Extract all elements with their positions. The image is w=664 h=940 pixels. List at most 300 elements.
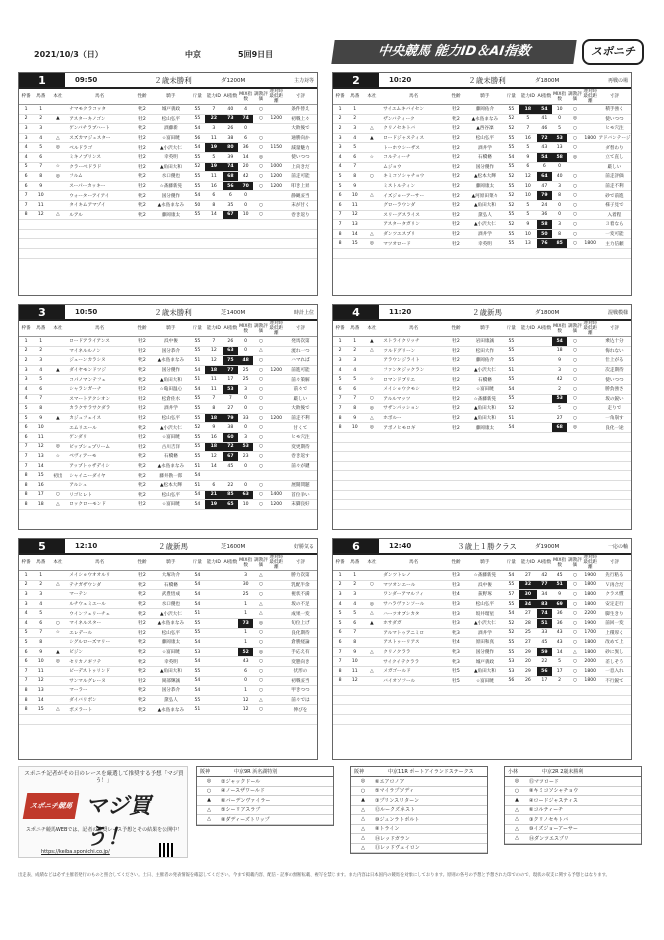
cell: 6: [537, 162, 552, 172]
cell: 手応え有: [284, 647, 317, 657]
cell: ウインフェリーチェ: [67, 609, 132, 619]
table-row[interactable]: [333, 114, 631, 124]
cell: 54: [504, 571, 519, 581]
cell: 8: [205, 200, 223, 210]
table-row[interactable]: [19, 346, 317, 356]
cell: [537, 365, 552, 375]
cell: ◎: [253, 647, 268, 657]
table-row[interactable]: [333, 220, 631, 230]
table-row[interactable]: [333, 181, 631, 191]
cell: △: [362, 229, 381, 239]
table-row[interactable]: [19, 105, 317, 115]
cell: [583, 143, 598, 153]
column-header: 本社: [362, 321, 381, 337]
cell: ◎: [253, 152, 268, 162]
column-header: 枠番: [19, 555, 33, 571]
cell: 69: [552, 599, 567, 609]
table-row[interactable]: [333, 638, 631, 648]
cell: ○: [253, 500, 268, 510]
cell: 1800: [583, 638, 598, 648]
table-row[interactable]: [19, 375, 317, 385]
maji-kau-ad[interactable]: [18, 766, 188, 858]
table-row[interactable]: [333, 618, 631, 628]
cell: 牝3: [446, 657, 466, 667]
table-row[interactable]: [333, 229, 631, 239]
cell: 48: [238, 356, 253, 366]
cell: [205, 571, 223, 581]
cell: ▲角田大和: [152, 375, 190, 385]
cell: 牡2: [446, 404, 466, 414]
cell: 3: [552, 181, 567, 191]
table-row[interactable]: [19, 480, 317, 490]
cell: [519, 404, 537, 414]
cell: ▲角田大和: [152, 666, 190, 676]
column-header: 騎手: [152, 555, 190, 571]
cell: 牡2: [446, 220, 466, 230]
cell: アラウンジライト: [381, 356, 446, 366]
table-row[interactable]: [19, 638, 317, 648]
race-panel-1: [18, 72, 318, 296]
cell: 4: [19, 618, 33, 628]
table-row[interactable]: [19, 191, 317, 201]
table-row[interactable]: [333, 337, 631, 347]
cell: ダ替わり: [598, 143, 631, 153]
cell: シャイニーダイヤ: [67, 471, 132, 481]
column-header: 騎手: [466, 321, 504, 337]
table-row[interactable]: [19, 590, 317, 600]
cell: [583, 124, 598, 134]
cell: [583, 375, 598, 385]
cell: △: [48, 580, 67, 590]
table-row[interactable]: [19, 442, 317, 452]
table-row[interactable]: [333, 191, 631, 201]
cell: [519, 337, 537, 347]
cell: 砂に異し: [598, 647, 631, 657]
cell: 10: [519, 191, 537, 201]
pick-mark: ○: [360, 787, 366, 794]
cell: 55: [190, 172, 205, 182]
cell: マツオンエール: [381, 580, 446, 590]
table-row[interactable]: [333, 105, 631, 115]
table-row[interactable]: [19, 384, 317, 394]
cell: [223, 580, 238, 590]
pick-horse: ⑧ダディーズトリップ: [221, 816, 270, 823]
cell: 5: [33, 143, 48, 153]
race-panel-4: [332, 304, 632, 530]
cell: 12: [347, 676, 362, 686]
empty-row: [333, 705, 631, 715]
table-row[interactable]: [19, 365, 317, 375]
cell: ○: [253, 356, 268, 366]
cell: 牝2: [132, 638, 152, 648]
cell: 42: [537, 571, 552, 581]
cell: 52: [190, 162, 205, 172]
cell: イズジョーアーサー: [381, 191, 446, 201]
table-row[interactable]: [19, 695, 317, 705]
table-row[interactable]: [19, 432, 317, 442]
table-row[interactable]: [333, 571, 631, 581]
cell: 次走期待: [598, 365, 631, 375]
cell: 積手強く: [598, 105, 631, 115]
table-row[interactable]: [19, 500, 317, 510]
cell: [48, 200, 67, 210]
column-header: 枠番: [333, 321, 347, 337]
race-name: ２歳未勝利: [154, 307, 192, 317]
ad-url-link[interactable]: https://keiba.sponichi.co.jp/: [41, 849, 110, 855]
column-header: 寸評: [284, 555, 317, 571]
column-header: 本社: [48, 89, 67, 105]
cell: 松山弘平: [152, 114, 190, 124]
table-row[interactable]: [19, 210, 317, 220]
cell: [583, 337, 598, 347]
cell: 10: [33, 423, 48, 433]
pick-horse: ⑤シーリアスラブ: [221, 807, 261, 814]
column-header: MIX指数: [552, 321, 567, 337]
cell: 55: [504, 337, 519, 347]
cell: 4: [333, 599, 347, 609]
cell: 10: [347, 191, 362, 201]
table-row[interactable]: [333, 647, 631, 657]
cell: 12: [33, 210, 48, 220]
cell: 牡2: [446, 239, 466, 249]
table-row[interactable]: [19, 200, 317, 210]
cell: [205, 705, 223, 715]
pick-horse: ⑤マイラプソディ: [375, 788, 414, 795]
cell: 2: [333, 346, 347, 356]
cell: 85: [552, 239, 567, 249]
cell: ファンタジックラン: [381, 365, 446, 375]
pick-mark: △: [361, 825, 365, 832]
cell: 3: [19, 590, 33, 600]
cell: [269, 432, 284, 442]
table-row[interactable]: [19, 666, 317, 676]
column-header: 連対時最低距離: [269, 321, 284, 336]
column-header: 馬番: [33, 555, 48, 571]
cell: 11: [205, 384, 223, 394]
cell: 38: [223, 133, 238, 143]
pick-row: [505, 806, 641, 816]
table-row[interactable]: [19, 423, 317, 433]
cell: 1: [33, 105, 48, 115]
table-row[interactable]: [19, 114, 317, 124]
table-row[interactable]: [19, 133, 317, 143]
cell: ▲小沢大仁: [152, 423, 190, 433]
column-header: 馬番: [347, 89, 362, 105]
race-comment: 一応の軸: [607, 543, 628, 550]
table-row[interactable]: [333, 124, 631, 134]
table-row[interactable]: [333, 676, 631, 686]
table-row[interactable]: [333, 346, 631, 356]
cell: 54: [190, 580, 205, 590]
maji-kau-logo: マジ買う！: [85, 793, 152, 850]
qr-code-icon[interactable]: [159, 843, 173, 857]
table-row[interactable]: [19, 571, 317, 581]
cell: ３着なら: [598, 220, 631, 230]
cell: 15: [33, 471, 48, 481]
cell: 牡2: [132, 500, 152, 510]
cell: 3: [19, 375, 33, 385]
table-row[interactable]: [333, 152, 631, 162]
cell: 14: [33, 461, 48, 471]
cell: [223, 686, 238, 696]
cell: 7: [19, 666, 33, 676]
table-row[interactable]: [19, 162, 317, 172]
table-row[interactable]: [333, 580, 631, 590]
cell: 7: [333, 394, 347, 404]
cell: 松山弘平: [466, 599, 504, 609]
table-row[interactable]: [333, 162, 631, 172]
pick-box-1: [196, 766, 334, 826]
cell: [583, 200, 598, 210]
cell: 5: [519, 143, 537, 153]
column-header: 馬番: [33, 321, 48, 337]
cell: ◎: [48, 442, 67, 452]
table-row[interactable]: [19, 676, 317, 686]
cell: 主力信頼: [598, 239, 631, 249]
cell: 松倉佐水: [152, 394, 190, 404]
cell: 8: [33, 404, 48, 414]
table-row[interactable]: [19, 657, 317, 667]
table-row[interactable]: [333, 356, 631, 366]
cell: 36: [552, 609, 567, 619]
table-row[interactable]: [333, 375, 631, 385]
table-row[interactable]: [333, 394, 631, 404]
pick-row: [351, 834, 487, 844]
column-header: 能力ID: [205, 321, 223, 337]
cell: 7: [347, 162, 362, 172]
cell: [48, 181, 67, 191]
cell: 73: [238, 618, 253, 628]
cell: [269, 394, 284, 404]
cell: 6: [238, 133, 253, 143]
cell: ▲: [362, 618, 381, 628]
cell: ☆亀田温心: [152, 384, 190, 394]
cell: 4: [238, 105, 253, 115]
table-row[interactable]: [19, 461, 317, 471]
table-row[interactable]: [19, 394, 317, 404]
cell: ▲河原田菜々: [466, 191, 504, 201]
cell: ウォーターアイアイ: [67, 191, 132, 201]
cell: 牡2: [446, 394, 466, 404]
cell: マツオロード: [381, 239, 446, 249]
table-row[interactable]: [19, 124, 317, 134]
cell: [362, 105, 381, 115]
table-row[interactable]: [333, 143, 631, 153]
table-row[interactable]: [333, 133, 631, 143]
cell: [537, 384, 552, 394]
table-row[interactable]: [333, 404, 631, 414]
table-row[interactable]: [19, 337, 317, 347]
cell: 6: [333, 200, 347, 210]
cell: ○: [567, 172, 582, 182]
race-distance: ダ1800M: [535, 310, 560, 316]
table-row[interactable]: [19, 143, 317, 153]
table-row[interactable]: [19, 686, 317, 696]
cell: 成果一変: [284, 609, 317, 619]
cell: 6: [347, 152, 362, 162]
column-header: AI指数: [223, 555, 238, 571]
table-row[interactable]: [333, 384, 631, 394]
cell: [48, 571, 67, 581]
cell: 55: [504, 239, 519, 249]
cell: ルアル: [67, 210, 132, 220]
cell: [223, 705, 238, 715]
cell: 38: [223, 423, 238, 433]
cell: ダンツトレノ: [381, 571, 446, 581]
empty-row: [333, 248, 631, 258]
table-row[interactable]: [333, 590, 631, 600]
table-row[interactable]: [333, 599, 631, 609]
cell: ◎: [48, 143, 67, 153]
column-header: 斤量: [190, 321, 205, 337]
cell: ○: [253, 172, 268, 182]
pick-row: [197, 777, 333, 787]
table-row[interactable]: [333, 628, 631, 638]
cell: 6: [205, 480, 223, 490]
table-row[interactable]: [19, 181, 317, 191]
cell: [205, 580, 223, 590]
table-row[interactable]: [19, 490, 317, 500]
cell: ミストルティン: [381, 181, 446, 191]
cell: ○: [567, 571, 582, 581]
table-row[interactable]: [333, 423, 631, 433]
cell: 黛弘人: [466, 210, 504, 220]
cell: 72: [223, 442, 238, 452]
table-row[interactable]: [333, 239, 631, 249]
race-number: 4: [333, 305, 379, 319]
table-row[interactable]: [333, 657, 631, 667]
pick-row: [505, 796, 641, 806]
table-row[interactable]: [19, 172, 317, 182]
table-row[interactable]: [333, 210, 631, 220]
table-row[interactable]: [333, 172, 631, 182]
cell: ☆: [48, 628, 67, 638]
table-row[interactable]: [333, 413, 631, 423]
cell: 7: [19, 442, 33, 452]
cell: [269, 452, 284, 462]
cell: 酒井学: [466, 229, 504, 239]
cell: 50: [190, 200, 205, 210]
table-row[interactable]: [19, 647, 317, 657]
table-row[interactable]: [333, 365, 631, 375]
cell: 5: [205, 152, 223, 162]
cell: 12: [238, 695, 253, 705]
column-header: 性齢: [132, 321, 152, 337]
cell: 10: [33, 191, 48, 201]
race-panel-2: [332, 72, 632, 296]
cell: 5: [333, 375, 347, 385]
cell: ◎: [567, 152, 582, 162]
cell: 51: [190, 461, 205, 471]
cell: 牡2: [132, 133, 152, 143]
cell: 叩き上昇: [284, 181, 317, 191]
table-row[interactable]: [19, 356, 317, 366]
cell: 8: [205, 404, 223, 414]
table-row[interactable]: [19, 609, 317, 619]
cell: 大塚功介: [152, 571, 190, 581]
footnote: 出走表、成績などは必ず主催者発行のものと照合してください。土日、主催者の発表情報を確認してください。今まで掲載内容、配信・記事の無断転載、複写を禁じます。また内容は日本国内の競馬を対象にしております。原則の各号の予想と予想された印でのので、現状の収支に関する予想とはなります。: [18, 873, 610, 878]
cell: 46: [537, 124, 552, 134]
table-row[interactable]: [19, 404, 317, 414]
cell: [269, 480, 284, 490]
cell: 74: [223, 162, 238, 172]
cell: 10: [238, 500, 253, 510]
cell: 14: [238, 152, 253, 162]
cell: ◎: [48, 657, 67, 667]
pick-row: [505, 815, 641, 825]
cell: 55: [190, 210, 205, 220]
cell: 10: [347, 423, 362, 433]
cell: 54: [190, 571, 205, 581]
table-row[interactable]: [19, 618, 317, 628]
cell: 9: [205, 423, 223, 433]
table-row[interactable]: [333, 609, 631, 619]
cell: △: [253, 599, 268, 609]
pick-row: [505, 825, 641, 835]
cell: 52: [504, 172, 519, 182]
race-distance: ダ1900M: [535, 544, 560, 550]
cell: 55: [190, 394, 205, 404]
cell: 73: [223, 114, 238, 124]
table-row[interactable]: [19, 152, 317, 162]
cell: 牡2: [132, 571, 152, 581]
cell: ☆斎藤新晃: [466, 394, 504, 404]
table-row[interactable]: [19, 580, 317, 590]
cell: 22: [223, 480, 238, 490]
cell: [205, 618, 223, 628]
cell: 5: [347, 143, 362, 153]
table-row[interactable]: [333, 666, 631, 676]
cell: 1900: [583, 618, 598, 628]
cell: [205, 666, 223, 676]
cell: 4: [19, 394, 33, 404]
cell: 使いつつ: [598, 114, 631, 124]
pick-row: [351, 806, 487, 816]
table-row[interactable]: [19, 705, 317, 715]
cell: 変更期待: [284, 442, 317, 452]
race-comment: 好勝気る: [293, 543, 314, 550]
cell: 7: [333, 220, 347, 230]
cell: 55: [190, 628, 205, 638]
cell: △: [48, 133, 67, 143]
cell: 54: [190, 500, 205, 510]
table-row[interactable]: [19, 452, 317, 462]
table-row[interactable]: [19, 628, 317, 638]
cell: 先行粘る: [598, 571, 631, 581]
cell: 牝2: [132, 480, 152, 490]
cell: 前々では: [284, 695, 317, 705]
cell: 1150: [269, 143, 284, 153]
cell: 厳しい: [284, 394, 317, 404]
pick-row: [351, 815, 487, 825]
cell: 10: [238, 210, 253, 220]
pick-mark: ◎: [360, 778, 366, 785]
cell: [48, 394, 67, 404]
cell: 18: [519, 105, 537, 115]
cell: 9: [347, 647, 362, 657]
table-row[interactable]: [19, 413, 317, 423]
table-row[interactable]: [19, 599, 317, 609]
cell: 1200: [269, 114, 284, 124]
cell: ○: [567, 191, 582, 201]
cell: 7: [347, 394, 362, 404]
entries-table: [333, 321, 631, 510]
cell: 5: [519, 200, 537, 210]
table-row[interactable]: [19, 471, 317, 481]
table-row[interactable]: [333, 200, 631, 210]
cell: ルチウェミエール: [67, 599, 132, 609]
cell: 9: [552, 356, 567, 366]
